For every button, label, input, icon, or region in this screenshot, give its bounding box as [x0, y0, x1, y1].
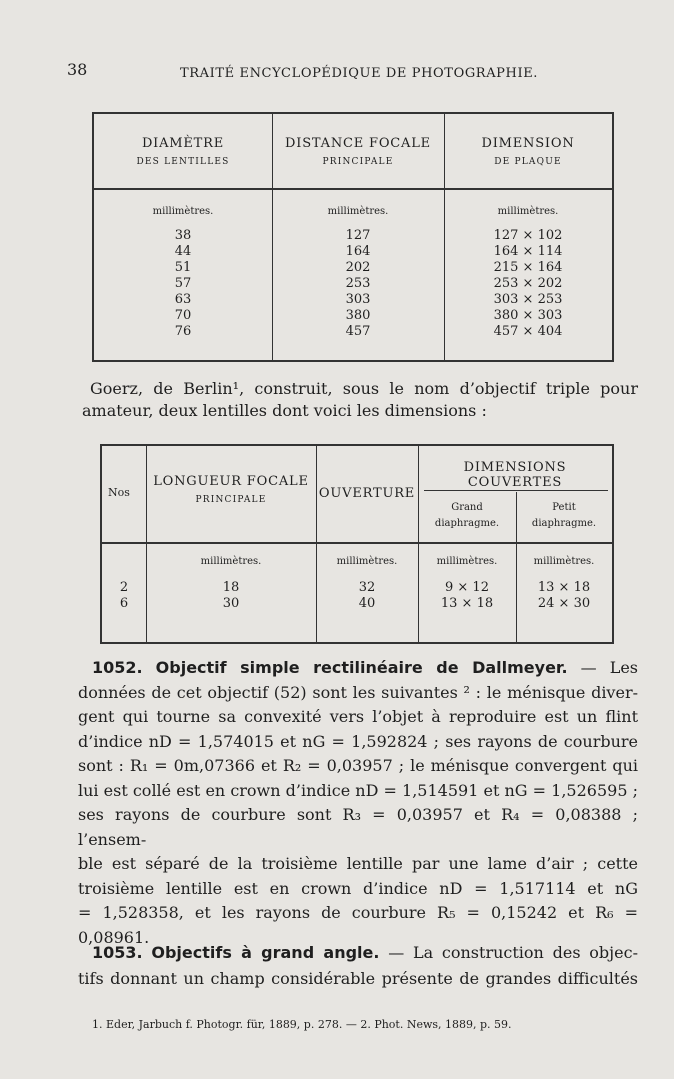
- table-cell: 30: [222, 596, 240, 611]
- table-cell: 253 × 202: [493, 276, 563, 291]
- table-cell: 40: [358, 596, 376, 611]
- diametre-column: [94, 228, 272, 340]
- ouverture-column: [316, 580, 418, 612]
- unit-label: millimètres.: [497, 206, 559, 217]
- header-longueur-focale: LONGUEUR FOCALE PRINCIPALE: [153, 474, 309, 505]
- section-number: 1052.: [92, 658, 143, 677]
- table-cell: 13 × 18: [537, 580, 591, 595]
- section-1053: 1053. Objectifs à grand angle. — La construction des objec- tifs donnant un champ considérable présente de grandes difficultés: [78, 940, 638, 992]
- header-diametre: DIAMÈTRE DES LENTILLES: [136, 136, 230, 167]
- table-cell: 164: [345, 244, 371, 259]
- table-cell: 253: [345, 276, 371, 291]
- header-dimension: DIMENSION DE PLAQUE: [481, 136, 575, 167]
- table-cell: 76: [174, 324, 192, 339]
- table-cell: 38: [174, 228, 192, 243]
- table-cell: 44: [174, 244, 192, 259]
- dimension-column: [444, 228, 612, 340]
- text-line: tifs donnant un champ considérable présente de grandes difficultés: [78, 969, 638, 988]
- header-grand-diaphragme: Grand diaphragme.: [434, 502, 500, 529]
- table-cell: 202: [345, 260, 371, 275]
- table-cell: 70: [174, 308, 192, 323]
- table-cell: 9 × 12: [445, 580, 489, 595]
- table-cell: 6: [119, 596, 129, 611]
- footnote: 1. Eder, Jarbuch f. Photogr. für, 1889, p. 278. — 2. Phot. News, 1889, p. 59.: [92, 1018, 512, 1031]
- page-number: 38: [67, 60, 88, 79]
- table-cell: 127: [345, 228, 371, 243]
- section-number: 1053.: [92, 943, 143, 962]
- grand-column: [418, 580, 516, 612]
- table-cell: 32: [358, 580, 376, 595]
- section-1052: 1052. Objectif simple rectilinéaire de Dallmeyer. — Les données de cet objectif (52) sont les suivantes ² : le ménisque diver- gent qui tourne sa convexité vers l’objet à reproduire est un flint d’indice nD = 1,574015 et nG = 1,592824 ; ses rayons de courbure sont : R₁ = 0m,07366 et R₂ = 0,03957 ; le ménisque convergent qui lui est collé est en crown d’indice nD = 1,514591 et nG = 1,526595 ; ses rayons de courbure sont R₃ = 0,03957 et R₄ = 0,08388 ; l’ensem- ble est séparé de la troisième lentille par une lame d’air ; cette troisième lentille est en crown d’indice nD = 1,517114 et nG = 1,528358, et les rayons de courbure R₅ = 0,15242 et R₆ = 0,08961.: [78, 656, 638, 950]
- table-cell: 13 × 18: [440, 596, 494, 611]
- section-title: Objectif simple rectilinéaire de Dallmeyer.: [155, 658, 568, 677]
- text-line: troisième lentille est en crown d’indice nD = 1,517114 et nG: [78, 878, 638, 898]
- text-line: sont : R₁ = 0m,07366 et R₂ = 0,03957 ; le ménisque convergent qui: [78, 756, 638, 775]
- running-title: TRAITÉ ENCYCLOPÉDIQUE DE PHOTOGRAPHIE.: [180, 66, 539, 81]
- table-cell: 303: [345, 292, 371, 307]
- focal-column: [146, 580, 316, 612]
- text-line: gent qui tourne sa convexité vers l’objet à reproduire est un flint: [78, 707, 638, 726]
- header-petit-diaphragme: Petit diaphragme.: [531, 502, 597, 529]
- goerz-table: [100, 444, 614, 644]
- text-line: lui est collé est en crown d’indice nD = 1,514591 et nG = 1,526595 ;: [78, 780, 638, 800]
- table-cell: 57: [174, 276, 192, 291]
- table-cell: 457: [345, 324, 371, 339]
- header-ouverture: OUVERTURE: [318, 486, 416, 501]
- text-line: ble est séparé de la troisième lentille par une lame d’air ; cette: [78, 854, 638, 873]
- table-cell: 127 × 102: [493, 228, 563, 243]
- nos-column: [102, 580, 146, 612]
- table-cell: 24 × 30: [537, 596, 591, 611]
- unit-label: millimètres.: [200, 556, 262, 567]
- intro-paragraph: Goerz, de Berlin¹, construit, sous le nom d’objectif triple pour amateur, deux lentilles dont voici les dimensions :: [82, 379, 638, 420]
- header-distance-focale: DISTANCE FOCALE PRINCIPALE: [285, 136, 431, 167]
- text-line: d’indice nD = 1,574015 et nG = 1,592824 ; ses rayons de courbure: [78, 731, 638, 751]
- unit-label: millimètres.: [533, 556, 595, 567]
- unit-label: millimètres.: [152, 206, 214, 217]
- header-nos: Nos: [108, 486, 130, 499]
- table-cell: 63: [174, 292, 192, 307]
- text-line: ses rayons de courbure sont R₃ = 0,03957 et R₄ = 0,08388 ; l’ensem-: [78, 805, 638, 849]
- table-cell: 18: [222, 580, 240, 595]
- unit-label: millimètres.: [327, 206, 389, 217]
- unit-label: millimètres.: [436, 556, 498, 567]
- table-cell: 215 × 164: [493, 260, 563, 275]
- table-cell: 2: [119, 580, 129, 595]
- text-line: = 1,528358, et les rayons de courbure R₅ = 0,15242 et R₆ = 0,08961.: [78, 903, 638, 947]
- header-dimensions-couvertes: DIMENSIONS COUVERTES: [463, 460, 567, 490]
- table-cell: 380: [345, 308, 371, 323]
- unit-label: millimètres.: [336, 556, 398, 567]
- table-cell: 51: [174, 260, 192, 275]
- petit-column: [516, 580, 612, 612]
- table-cell: 303 × 253: [493, 292, 563, 307]
- distance-column: [272, 228, 444, 340]
- section-title: Objectifs à grand angle.: [151, 943, 380, 962]
- lens-table: [92, 112, 614, 362]
- table-cell: 457 × 404: [493, 324, 563, 339]
- table-cell: 380 × 303: [493, 308, 563, 323]
- table-cell: 164 × 114: [493, 244, 563, 259]
- text-line: données de cet objectif (52) sont les suivantes ² : le ménisque diver-: [78, 682, 638, 702]
